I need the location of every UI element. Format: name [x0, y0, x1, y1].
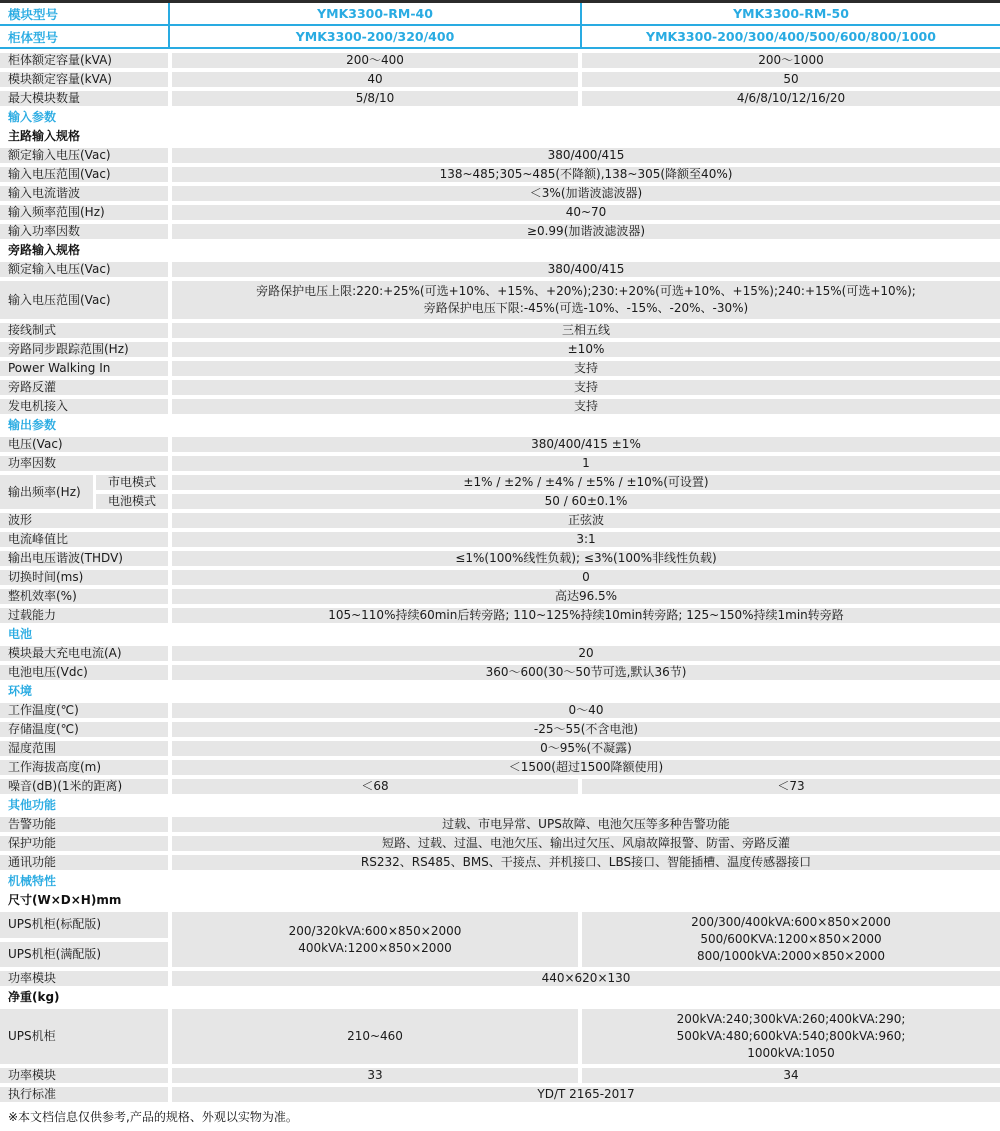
operating-temperature-row — [0, 703, 1000, 718]
value-line: 1000kVA:1050 — [747, 1046, 835, 1060]
bypass-backfeed-row — [0, 380, 1000, 395]
noise-row — [0, 779, 1000, 794]
spec-value: ＜1500(超过1500降额使用) — [172, 760, 1000, 775]
value-line: 旁路保护电压下限:-45%(可选-10%、-15%、-20%、-30%) — [423, 301, 749, 315]
overload-capacity-row — [0, 608, 1000, 623]
spec-value: 0 — [172, 570, 1000, 585]
value-line: 200kVA:240;300kVA:260;400kVA:290; — [676, 1012, 906, 1026]
spec-label: 接线制式 — [0, 323, 168, 338]
alarm-function-row — [0, 817, 1000, 832]
subheader-net-weight: 净重(kg) — [8, 990, 60, 1004]
spec-value: 支持 — [172, 361, 1000, 376]
spec-label: 告警功能 — [0, 817, 168, 832]
spec-value: 380/400/415 ±1% — [172, 437, 1000, 452]
spec-value: ≤1%(100%线性负载); ≤3%(100%非线性负载) — [172, 551, 1000, 566]
value-rm50: ＜73 — [582, 779, 1000, 794]
max-charge-current-row — [0, 646, 1000, 661]
spec-value: 0〜95%(不凝露) — [172, 741, 1000, 756]
spec-label: 功率因数 — [0, 456, 168, 471]
spec-label: 输出电压谐波(THDV) — [0, 551, 168, 566]
input-current-harmonics-row — [0, 186, 1000, 201]
spec-value: ＜3%(加谐波滤波器) — [172, 186, 1000, 201]
spec-value: 105~110%持续60min后转旁路; 110~125%持续10min转旁路; 125~150%持续1min转旁路 — [172, 608, 1000, 623]
transfer-time-row — [0, 570, 1000, 585]
section-mechanical: 机械特性 — [8, 874, 57, 888]
spec-value: 138~485;305~485(不降额),138~305(降额至40%) — [172, 167, 1000, 182]
spec-label: 电压(Vac) — [0, 437, 168, 452]
spec-label: 发电机接入 — [0, 399, 168, 414]
wiring-configuration-row — [0, 323, 1000, 338]
input-frequency-range-row — [0, 205, 1000, 220]
spec-label: 工作温度(℃) — [0, 703, 168, 718]
spec-label: 最大模块数量 — [0, 91, 168, 106]
input-voltage-range-row — [0, 167, 1000, 182]
spec-value: 380/400/415 — [172, 262, 1000, 277]
module-model-header-row — [0, 3, 1000, 24]
spec-label: 工作海拔高度(m) — [0, 760, 168, 775]
spec-value: 0〜40 — [172, 703, 1000, 718]
bypass-sync-tracking-range-row — [0, 342, 1000, 357]
spec-label: 输入电流谐波 — [0, 186, 168, 201]
input-power-factor-row — [0, 224, 1000, 239]
spec-value: 支持 — [172, 399, 1000, 414]
power-module-dimensions-row — [0, 971, 1000, 986]
spec-value: 50 / 60±0.1% — [172, 494, 1000, 509]
protection-function-row — [0, 836, 1000, 851]
spec-label: 额定输入电压(Vac) — [0, 262, 168, 277]
spec-label: 输入功率因数 — [0, 224, 168, 239]
max-module-count-row — [0, 91, 1000, 106]
disclaimer-footnote: ※本文档信息仅供参考,产品的规格、外观以实物为准。 — [8, 1110, 298, 1124]
cabinet-model-rm50: YMK3300-200/300/400/500/600/800/1000 — [646, 29, 936, 44]
spec-label: 过载能力 — [0, 608, 168, 623]
battery-voltage-row — [0, 665, 1000, 680]
spec-value: YD/T 2165-2017 — [172, 1087, 1000, 1102]
spec-label: 输出频率(Hz) — [0, 475, 93, 509]
spec-value: 3:1 — [172, 532, 1000, 547]
value-line: 旁路保护电压上限:220:+25%(可选+10%、+15%、+20%);230:+20%(可选+10%、+15%);240:+15%(可选+10%); — [256, 284, 916, 298]
value-rm40: 33 — [172, 1068, 578, 1083]
spec-value — [172, 281, 1000, 319]
output-frequency-subrows — [96, 475, 1000, 509]
output-frequency-row — [0, 475, 1000, 509]
module-model-label: 模块型号 — [8, 6, 59, 22]
humidity-range-row — [0, 741, 1000, 756]
spec-label: 旁路反灌 — [0, 380, 168, 395]
efficiency-row — [0, 589, 1000, 604]
spec-label: 整机效率(%) — [0, 589, 168, 604]
battery-mode-subrow — [96, 494, 1000, 509]
subheader-main-input-spec: 主路输入规格 — [8, 129, 81, 143]
subheader-bypass-input-spec: 旁路输入规格 — [8, 243, 81, 257]
value-line: 200/300/400kVA:600×850×2000 — [691, 915, 891, 929]
spec-label: 切换时间(ms) — [0, 570, 168, 585]
spec-label: 功率模块 — [0, 971, 168, 986]
value-rm40: 210~460 — [172, 1009, 578, 1064]
spec-value: RS232、RS485、BMS、干接点、并机接口、LBS接口、智能插槽、温度传感器接口 — [172, 855, 1000, 870]
spec-label: 电池电压(Vdc) — [0, 665, 168, 680]
cabinet-rated-capacity-row — [0, 53, 1000, 68]
bypass-input-voltage-range-row — [0, 281, 1000, 319]
value-rm40: 5/8/10 — [172, 91, 578, 106]
spec-value: 过载、市电异常、UPS故障、电池欠压等多种告警功能 — [172, 817, 1000, 832]
value-rm40: ＜68 — [172, 779, 578, 794]
mains-mode-subrow — [96, 475, 1000, 490]
cabinet-model-header-row — [0, 26, 1000, 47]
value-rm50: 50 — [582, 72, 1000, 87]
ups-cabinet-weight-row — [0, 1009, 1000, 1064]
value-rm50 — [582, 912, 1000, 967]
spec-label: 波形 — [0, 513, 168, 528]
subheader-dimensions: 尺寸(W×D×H)mm — [8, 893, 122, 907]
spec-label: UPS机柜(标配版) — [0, 912, 168, 938]
operating-altitude-row — [0, 760, 1000, 775]
spec-value: 三相五线 — [172, 323, 1000, 338]
power-walk-in-row — [0, 361, 1000, 376]
spec-label: 模块额定容量(kVA) — [0, 72, 168, 87]
spec-label: 功率模块 — [0, 1068, 168, 1083]
spec-label: UPS机柜(满配版) — [0, 942, 168, 968]
module-rated-capacity-row — [0, 72, 1000, 87]
header-horizontal-rule — [0, 47, 1000, 49]
spec-label: 存储温度(℃) — [0, 722, 168, 737]
value-line: 400kVA:1200×850×2000 — [298, 940, 452, 955]
spec-value: ±10% — [172, 342, 1000, 357]
spec-label: 执行标准 — [0, 1087, 168, 1102]
value-rm50: 4/6/8/10/12/16/20 — [582, 91, 1000, 106]
waveform-row — [0, 513, 1000, 528]
section-input-params: 输入参数 — [8, 110, 57, 124]
spec-label: 额定输入电压(Vac) — [0, 148, 168, 163]
spec-label: 噪音(dB)(1米的距离) — [0, 779, 168, 794]
value-line: 200/320kVA:600×850×2000 — [288, 923, 462, 938]
spec-label: 柜体额定容量(kVA) — [0, 53, 168, 68]
module-model-rm50: YMK3300-RM-50 — [733, 6, 849, 21]
value-rm40: 40 — [172, 72, 578, 87]
value-rm40: 200〜400 — [172, 53, 578, 68]
value-line: 500kVA:480;600kVA:540;800kVA:960; — [676, 1029, 906, 1043]
spec-value: 360〜600(30〜50节可选,默认36节) — [172, 665, 1000, 680]
section-environment: 环境 — [8, 684, 33, 698]
output-power-factor-row — [0, 456, 1000, 471]
spec-label: 模块最大充电电流(A) — [0, 646, 168, 661]
value-line: 800/1000kVA:2000×850×2000 — [696, 949, 885, 963]
sub-mode-label: 市电模式 — [96, 475, 168, 490]
spec-label: 保护功能 — [0, 836, 168, 851]
output-voltage-row — [0, 437, 1000, 452]
spec-value: ≥0.99(加谐波滤波器) — [172, 224, 1000, 239]
spec-value: 支持 — [172, 380, 1000, 395]
storage-temperature-row — [0, 722, 1000, 737]
spec-value: ±1% / ±2% / ±4% / ±5% / ±10%(可设置) — [172, 475, 1000, 490]
section-battery: 电池 — [8, 627, 33, 641]
spec-label: 通讯功能 — [0, 855, 168, 870]
spec-label: 输入频率范围(Hz) — [0, 205, 168, 220]
spec-label: 输入电压范围(Vac) — [0, 167, 168, 182]
value-rm50: 200〜1000 — [582, 53, 1000, 68]
cabinet-model-rm40: YMK3300-200/320/400 — [295, 29, 455, 44]
value-line: 500/600KVA:1200×850×2000 — [700, 932, 882, 946]
rated-input-voltage-row — [0, 148, 1000, 163]
value-rm50 — [582, 1009, 1000, 1064]
ups-cabinet-dimensions-row — [0, 912, 1000, 967]
spec-value: 440×620×130 — [172, 971, 1000, 986]
value-rm50: 34 — [582, 1068, 1000, 1083]
power-module-weight-row — [0, 1068, 1000, 1083]
spec-value: 正弦波 — [172, 513, 1000, 528]
spec-value: 380/400/415 — [172, 148, 1000, 163]
value-rm40 — [172, 912, 578, 967]
crest-factor-row — [0, 532, 1000, 547]
spec-value: 1 — [172, 456, 1000, 471]
spec-value: 40~70 — [172, 205, 1000, 220]
spec-value: -25〜55(不含电池) — [172, 722, 1000, 737]
cabinet-dimension-labels — [0, 912, 168, 967]
generator-access-row — [0, 399, 1000, 414]
spec-label: 输入电压范围(Vac) — [0, 281, 168, 319]
spec-label: Power Walking In — [0, 361, 168, 376]
sub-mode-label: 电池模式 — [96, 494, 168, 509]
section-output-params: 输出参数 — [8, 418, 57, 432]
standard-compliance-row — [0, 1087, 1000, 1102]
bypass-rated-input-voltage-row — [0, 262, 1000, 277]
module-model-rm40: YMK3300-RM-40 — [317, 6, 433, 21]
section-other-functions: 其他功能 — [8, 798, 57, 812]
communication-function-row — [0, 855, 1000, 870]
cabinet-model-label: 柜体型号 — [8, 29, 59, 45]
spec-value: 20 — [172, 646, 1000, 661]
spec-label: 旁路同步跟踪范围(Hz) — [0, 342, 168, 357]
spec-label: UPS机柜 — [0, 1009, 168, 1064]
spec-value: 短路、过载、过温、电池欠压、输出过欠压、风扇故障报警、防雷、旁路反灌 — [172, 836, 1000, 851]
spec-label: 电流峰值比 — [0, 532, 168, 547]
output-voltage-thd-row — [0, 551, 1000, 566]
spec-label: 湿度范围 — [0, 741, 168, 756]
spec-value: 高达96.5% — [172, 589, 1000, 604]
